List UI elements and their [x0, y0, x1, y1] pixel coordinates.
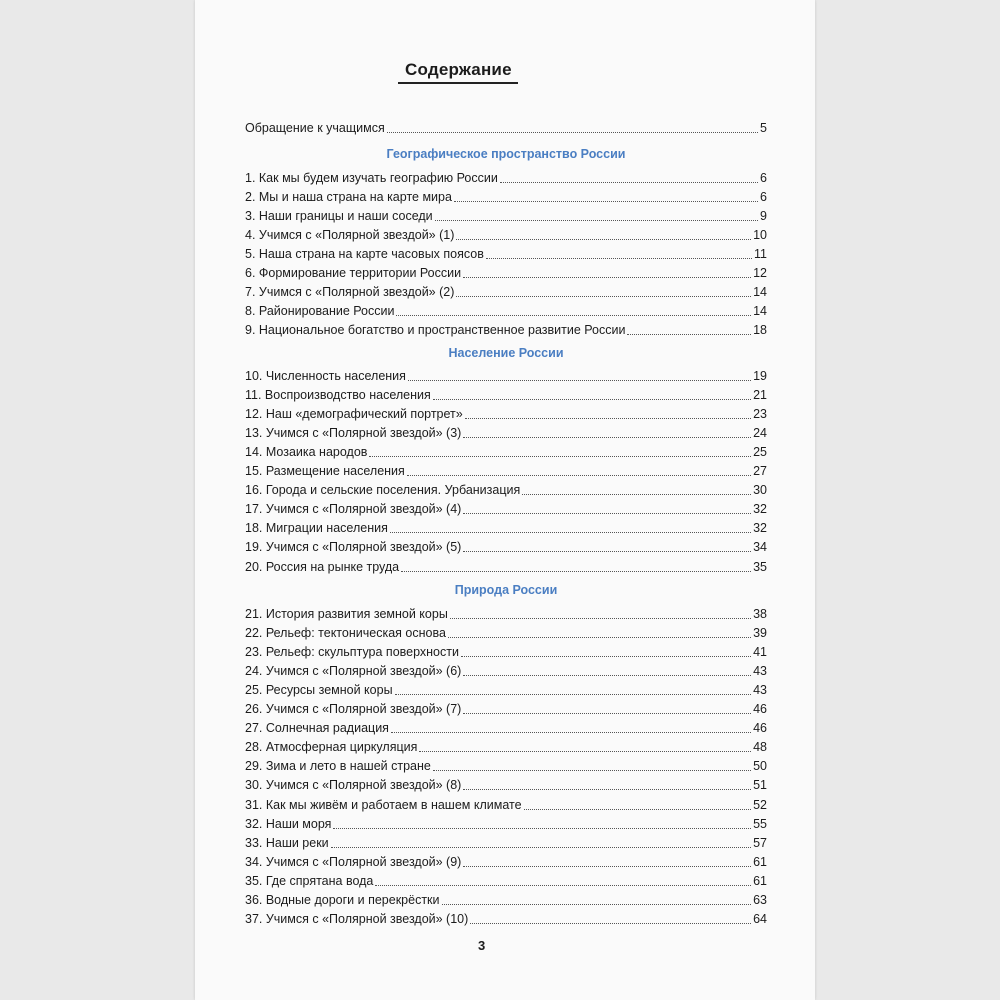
toc-entry-page: 14	[753, 304, 767, 318]
dot-leader	[387, 132, 758, 133]
toc-entry-label: 27. Солнечная радиация	[245, 721, 389, 735]
toc-entry-page: 52	[753, 798, 767, 812]
toc-entry-page: 12	[753, 266, 767, 280]
toc-entry-page: 50	[753, 759, 767, 773]
dot-leader	[450, 618, 751, 619]
toc-entry-page: 10	[753, 228, 767, 242]
toc-entry-label: 18. Миграции населения	[245, 521, 388, 535]
dot-leader	[331, 847, 751, 848]
title-underline	[398, 82, 518, 84]
dot-leader	[465, 418, 751, 419]
toc-entry	[245, 663, 767, 679]
toc-entry-label: 23. Рельеф: скульптура поверхности	[245, 645, 459, 659]
toc-entry	[245, 892, 767, 908]
dot-leader	[435, 220, 758, 221]
dot-leader	[456, 296, 751, 297]
dot-leader	[461, 656, 751, 657]
toc-entry	[245, 911, 767, 927]
toc-entry-page: 21	[753, 388, 767, 402]
toc-entry-page: 46	[753, 721, 767, 735]
dot-leader	[396, 315, 751, 316]
dot-leader	[463, 277, 751, 278]
toc-entry	[245, 758, 767, 774]
toc-entry-label: 37. Учимся с «Полярной звездой» (10)	[245, 912, 469, 926]
toc-entry-label: 20. Россия на рынке труда	[245, 560, 400, 574]
dot-leader	[463, 551, 751, 552]
toc-entry	[245, 189, 767, 205]
section-heading: Природа России	[454, 583, 558, 597]
toc-entry-label: 15. Размещение населения	[245, 464, 405, 478]
toc-entry-page: 63	[753, 893, 767, 907]
toc-entry-intro	[245, 120, 767, 136]
toc-entry	[245, 387, 767, 403]
toc-entry-page: 5	[760, 121, 767, 135]
toc-entry-label: 34. Учимся с «Полярной звездой» (9)	[245, 855, 462, 869]
toc-entry-page: 30	[753, 483, 767, 497]
toc-entry	[245, 835, 767, 851]
toc-entry-label: 4. Учимся с «Полярной звездой» (1)	[245, 228, 455, 242]
toc-entry	[245, 246, 767, 262]
toc-entry-label: 29. Зима и лето в нашей стране	[245, 759, 431, 773]
toc-entry-page: 18	[753, 323, 767, 337]
dot-leader	[454, 201, 758, 202]
toc-entry-page: 38	[753, 607, 767, 621]
toc-entry-label: 11. Воспроизводство населения	[245, 388, 431, 402]
toc-entry-page: 27	[753, 464, 767, 478]
toc-entry-page: 19	[753, 369, 767, 383]
toc-entry-label: 30. Учимся с «Полярной звездой» (8)	[245, 778, 462, 792]
toc-entry	[245, 606, 767, 622]
page-number: 3	[478, 938, 486, 953]
toc-entry-label: Обращение к учащимся	[245, 121, 385, 135]
dot-leader	[333, 828, 751, 829]
toc-entry	[245, 539, 767, 555]
toc-entry-label: 7. Учимся с «Полярной звездой» (2)	[245, 285, 455, 299]
toc-entry-label: 31. Как мы живём и работаем в нашем климате	[245, 798, 522, 812]
toc-entry	[245, 816, 767, 832]
toc-entry	[245, 797, 767, 813]
toc-entry-label: 3. Наши границы и наши соседи	[245, 209, 433, 223]
toc-entry-label: 24. Учимся с «Полярной звездой» (6)	[245, 664, 462, 678]
toc-entry-label: 21. История развития земной коры	[245, 607, 448, 621]
toc-entry-label: 5. Наша страна на карте часовых поясов	[245, 247, 484, 261]
toc-entry-page: 35	[753, 560, 767, 574]
toc-entry-page: 34	[753, 540, 767, 554]
toc-entry	[245, 873, 767, 889]
toc-entry-page: 23	[753, 407, 767, 421]
dot-leader	[433, 399, 751, 400]
toc-entry	[245, 303, 767, 319]
toc-entry-label: 1. Как мы будем изучать географию России	[245, 171, 498, 185]
dot-leader	[448, 637, 751, 638]
toc-entry-page: 43	[753, 664, 767, 678]
dot-leader	[463, 675, 751, 676]
dot-leader	[456, 239, 751, 240]
dot-leader	[627, 334, 751, 335]
dot-leader	[463, 513, 751, 514]
dot-leader	[391, 732, 751, 733]
toc-entry	[245, 265, 767, 281]
dot-leader	[486, 258, 752, 259]
dot-leader	[524, 809, 752, 810]
toc-entry-label: 9. Национальное богатство и пространственное развитие России	[245, 323, 626, 337]
section-heading: Население России	[448, 346, 564, 360]
dot-leader	[419, 751, 751, 752]
toc-entry	[245, 368, 767, 384]
toc-entry	[245, 720, 767, 736]
dot-leader	[401, 571, 751, 572]
toc-entry-label: 12. Наш «демографический портрет»	[245, 407, 463, 421]
dot-leader	[395, 694, 752, 695]
toc-entry	[245, 559, 767, 575]
toc-entry	[245, 482, 767, 498]
dot-leader	[500, 182, 758, 183]
toc-entry	[245, 644, 767, 660]
toc-entry	[245, 777, 767, 793]
toc-entry	[245, 227, 767, 243]
toc-entry	[245, 425, 767, 441]
dot-leader	[407, 475, 751, 476]
toc-entry-label: 25. Ресурсы земной коры	[245, 683, 393, 697]
toc-entry-page: 46	[753, 702, 767, 716]
toc-entry	[245, 854, 767, 870]
section-heading: Географическое пространство России	[386, 147, 626, 161]
dot-leader	[463, 789, 751, 790]
toc-entry-page: 61	[753, 855, 767, 869]
toc-entry	[245, 170, 767, 186]
dot-leader	[433, 770, 751, 771]
toc-entry-page: 25	[753, 445, 767, 459]
toc-entry-label: 33. Наши реки	[245, 836, 329, 850]
toc-entry-label: 36. Водные дороги и перекрёстки	[245, 893, 440, 907]
toc-entry-label: 22. Рельеф: тектоническая основа	[245, 626, 446, 640]
toc-entry-page: 14	[753, 285, 767, 299]
toc-entry	[245, 501, 767, 517]
toc-entry-page: 41	[753, 645, 767, 659]
toc-entry-label: 13. Учимся с «Полярной звездой» (3)	[245, 426, 462, 440]
toc-entry	[245, 739, 767, 755]
toc-entry-page: 6	[760, 190, 767, 204]
dot-leader	[463, 437, 751, 438]
toc-entry-label: 14. Мозаика народов	[245, 445, 368, 459]
dot-leader	[408, 380, 751, 381]
toc-entry	[245, 208, 767, 224]
toc-entry-label: 28. Атмосферная циркуляция	[245, 740, 418, 754]
toc-entry-label: 35. Где спрятана вода	[245, 874, 374, 888]
dot-leader	[442, 904, 752, 905]
dot-leader	[470, 923, 751, 924]
toc-entry-label: 6. Формирование территории России	[245, 266, 462, 280]
toc-entry-label: 16. Города и сельские поселения. Урбанизация	[245, 483, 521, 497]
toc-entry-page: 9	[760, 209, 767, 223]
dot-leader	[369, 456, 751, 457]
toc-entry	[245, 444, 767, 460]
toc-entry	[245, 701, 767, 717]
toc-entry	[245, 625, 767, 641]
toc-entry	[245, 406, 767, 422]
toc-entry-page: 32	[753, 502, 767, 516]
toc-entry-label: 26. Учимся с «Полярной звездой» (7)	[245, 702, 462, 716]
toc-entry-label: 2. Мы и наша страна на карте мира	[245, 190, 452, 204]
toc-entry-label: 19. Учимся с «Полярной звездой» (5)	[245, 540, 462, 554]
dot-leader	[390, 532, 751, 533]
dot-leader	[463, 713, 751, 714]
toc-entry-page: 51	[753, 778, 767, 792]
page-title: Содержание	[405, 60, 512, 79]
dot-leader	[375, 885, 751, 886]
toc-entry-page: 24	[753, 426, 767, 440]
toc-entry	[245, 284, 767, 300]
dot-leader	[463, 866, 751, 867]
toc-entry-page: 64	[753, 912, 767, 926]
toc-entry	[245, 682, 767, 698]
toc-entry-page: 6	[760, 171, 767, 185]
toc-entry-page: 57	[753, 836, 767, 850]
toc-entry	[245, 463, 767, 479]
toc-entry-page: 32	[753, 521, 767, 535]
toc-entry-label: 17. Учимся с «Полярной звездой» (4)	[245, 502, 462, 516]
toc-entry-page: 43	[753, 683, 767, 697]
toc-entry	[245, 520, 767, 536]
toc-entry-label: 10. Численность населения	[245, 369, 406, 383]
toc-entry	[245, 322, 767, 338]
toc-entry-page: 11	[754, 247, 767, 261]
toc-entry-page: 55	[753, 817, 767, 831]
toc-entry-page: 39	[753, 626, 767, 640]
toc-entry-label: 32. Наши моря	[245, 817, 332, 831]
toc-entry-page: 61	[753, 874, 767, 888]
toc-entry-page: 48	[753, 740, 767, 754]
toc-entry-label: 8. Районирование России	[245, 304, 395, 318]
dot-leader	[522, 494, 751, 495]
